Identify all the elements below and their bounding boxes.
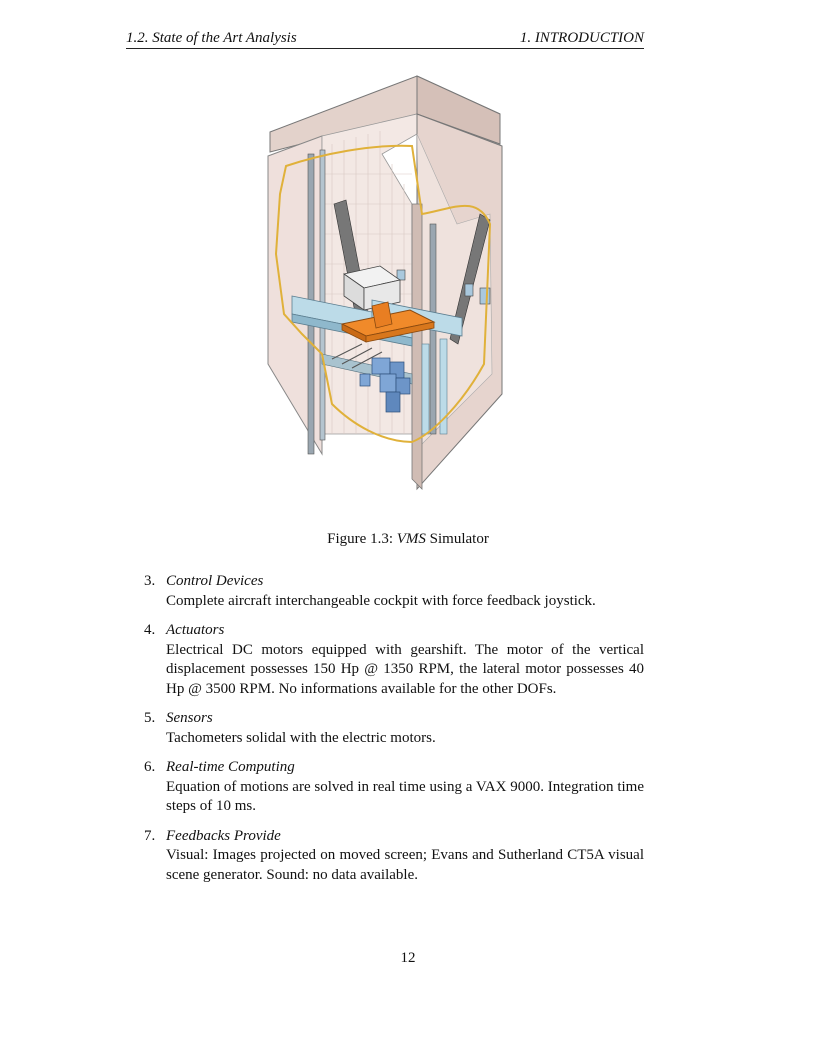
figure-label: Figure 1.3: [327,531,393,547]
item-title: Feedbacks Provide [166,827,281,844]
item-body: Electrical DC motors equipped with gearshift. The motor of the vertical displacement possesses 150 Hp @ 1350 RPM, the lateral motor possesses 40 Hp @ 3500 RPM. No informations available for the other DOFs. [166,641,644,697]
figure-italic-name: VMS [396,531,426,547]
header-section-title: 1.2. State of the Art Analysis [126,30,297,46]
list-item [126,709,644,748]
list-item [126,572,644,611]
item-title: Control Devices [166,573,264,589]
item-title: Actuators [166,622,225,638]
item-title: Real-time Computing [166,759,295,775]
page-number: 12 [400,950,416,966]
item-number: 7. [144,827,156,844]
header-chapter-title: 1. INTRODUCTION [519,30,644,46]
item-body: Tachometers solidal with the electric motors. [166,729,436,746]
running-header [126,28,644,49]
figure-caption-rest: Simulator [429,531,489,547]
item-number: 4. [144,622,156,638]
item-body: Equation of motions are solved in real time using a VAX 9000. Integration time steps of 10 ms. [166,778,644,814]
vms-simulator-illustration [262,74,508,494]
list-item [126,827,644,886]
item-number: 5. [144,710,156,726]
item-body: Complete aircraft interchangeable cockpit with force feedback joystick. [166,592,596,609]
item-title: Sensors [166,710,213,726]
list-item [126,758,644,817]
item-number: 6. [144,759,156,775]
figure-caption [0,531,816,548]
list-item [126,621,644,699]
item-body: Visual: Images projected on moved screen; Evans and Sutherland CT5A visual scene generator. Sound: no data available. [166,847,644,883]
item-number: 3. [144,573,156,589]
numbered-list [126,572,644,895]
